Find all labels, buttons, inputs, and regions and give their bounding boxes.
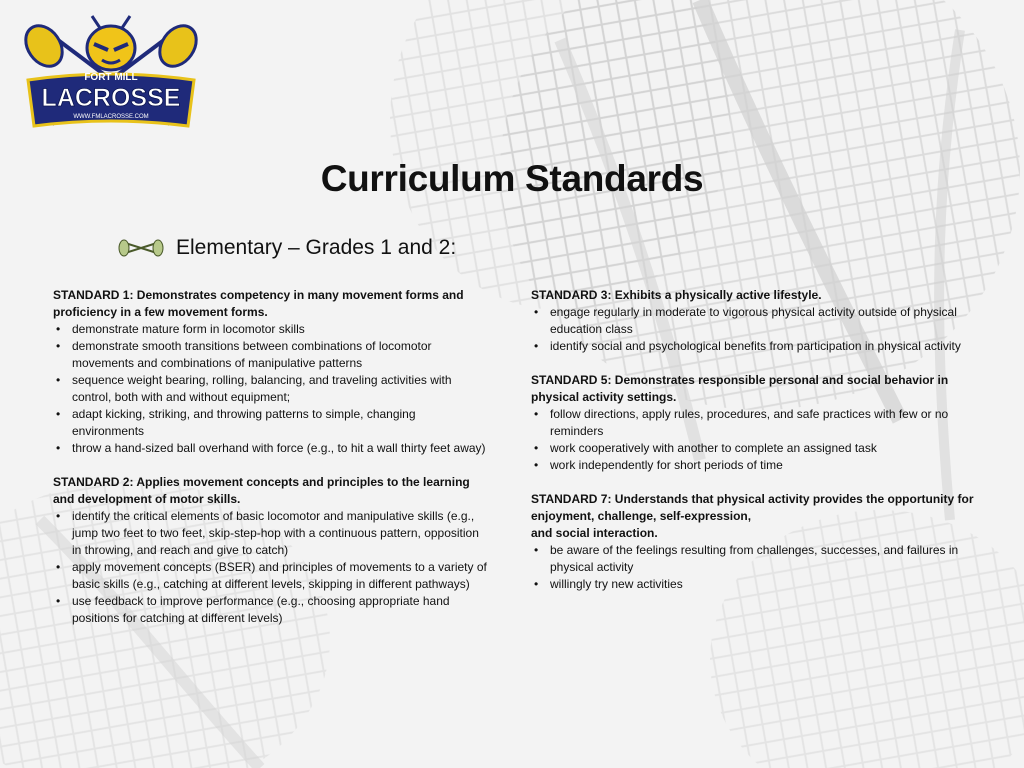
standard-3	[531, 287, 979, 355]
right-column	[531, 287, 979, 610]
standard-list	[531, 542, 979, 593]
standard-list	[53, 321, 487, 457]
standard-list	[53, 508, 487, 627]
standard-heading: STANDARD 3: Exhibits a physically active lifestyle.	[531, 288, 822, 302]
list-item: • throw a hand-sized ball overhand with force (e.g., to hit a wall thirty feet away)	[53, 440, 487, 457]
standard-2	[53, 474, 487, 627]
list-item: • follow directions, apply rules, procedures, and safe practices with few or no reminders	[531, 406, 979, 440]
list-item: • apply movement concepts (BSER) and principles of movements to a variety of basic skills (e.g., catching at different levels, skipping in different pathways)	[53, 559, 487, 593]
subtitle-row	[118, 236, 456, 260]
standard-heading: STANDARD 7: Understands that physical activity provides the opportunity for enjoyment, challenge, self-expression,	[531, 492, 974, 523]
subtitle: Elementary – Grades 1 and 2:	[176, 236, 457, 259]
svg-text:LACROSSE: LACROSSE	[41, 84, 181, 112]
list-item: • demonstrate mature form in locomotor skills	[53, 321, 487, 338]
standard-list	[531, 406, 979, 474]
standard-heading-line2: and social interaction.	[531, 526, 658, 540]
left-column	[53, 287, 487, 644]
svg-text:WWW.FMLACROSSE.COM: WWW.FMLACROSSE.COM	[73, 114, 149, 120]
standard-heading: STANDARD 1: Demonstrates competency in many movement forms and proficiency in a few movement forms.	[53, 288, 464, 319]
standard-list	[531, 304, 979, 355]
list-item: • engage regularly in moderate to vigorous physical activity outside of physical education class	[531, 304, 979, 338]
standard-heading: STANDARD 2: Applies movement concepts and principles to the learning and development of motor skills.	[53, 475, 470, 506]
list-item: • identify the critical elements of basic locomotor and manipulative skills (e.g., jump two feet to two feet, skip-step-hop with a continuous pattern, opposition in throwing, and reach and give to catch)	[53, 508, 487, 559]
list-item: • work independently for short periods of time	[531, 457, 979, 474]
page-title: Curriculum Standards	[320, 158, 704, 199]
list-item: • work cooperatively with another to complete an assigned task	[531, 440, 979, 457]
list-item: • identify social and psychological benefits from participation in physical activity	[531, 338, 979, 355]
fort-mill-lacrosse-logo	[22, 14, 200, 138]
standard-5	[531, 372, 979, 474]
standard-heading: STANDARD 5: Demonstrates responsible personal and social behavior in physical activity settings.	[531, 373, 949, 404]
standard-1	[53, 287, 487, 457]
crossed-sticks-bullet-icon	[118, 236, 164, 260]
standard-7	[531, 491, 979, 593]
svg-text:FORT MILL: FORT MILL	[84, 72, 138, 83]
list-item: • sequence weight bearing, rolling, balancing, and traveling activities with control, both with and without equipment;	[53, 372, 487, 406]
list-item: • adapt kicking, striking, and throwing patterns to simple, changing environments	[53, 406, 487, 440]
hornet-mascot-icon	[87, 16, 135, 70]
list-item: • demonstrate smooth transitions between combinations of locomotor movements and combinations of manipulative patterns	[53, 338, 487, 372]
list-item: • willingly try new activities	[531, 576, 979, 593]
list-item: • use feedback to improve performance (e.g., choosing appropriate hand positions for catching at different levels)	[53, 593, 487, 627]
list-item: • be aware of the feelings resulting from challenges, successes, and failures in physical activity	[531, 542, 979, 576]
